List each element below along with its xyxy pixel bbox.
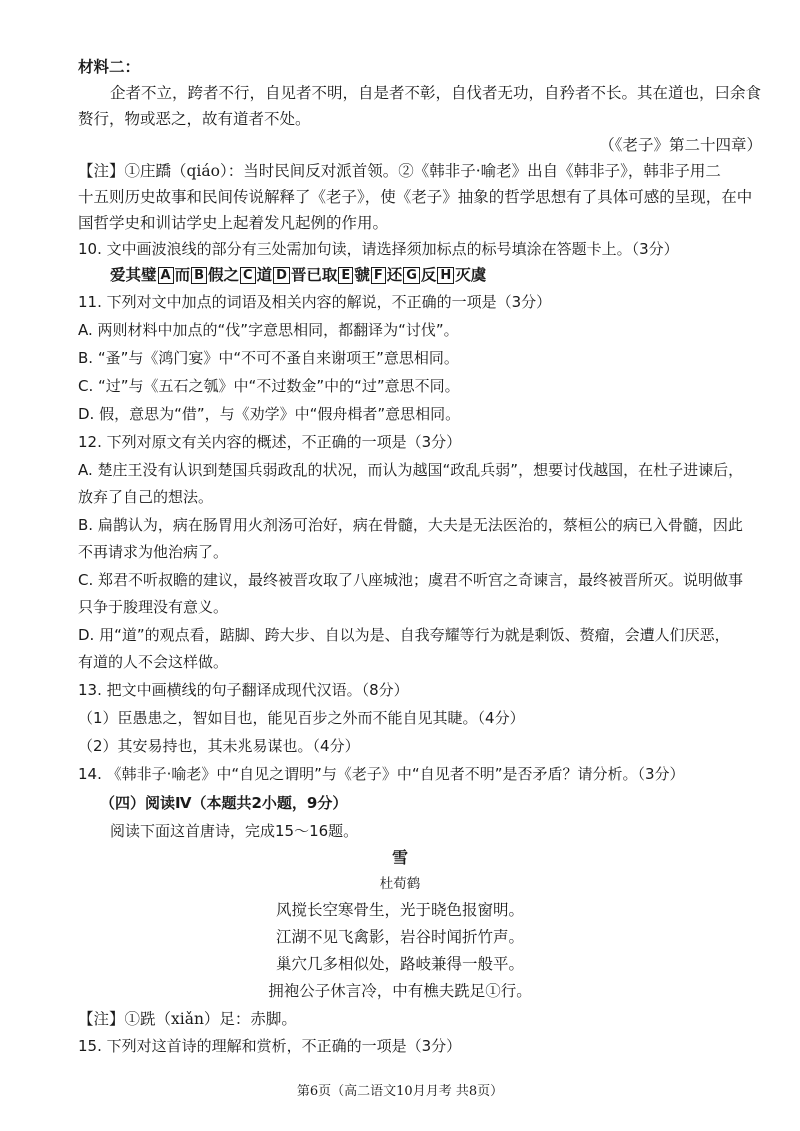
q10-box-e: E bbox=[338, 267, 353, 284]
q11-option-a: A. 两则材料中加点的“伐”字意思相同，都翻译为“讨伐”。 bbox=[78, 321, 459, 339]
q12-option-c-line1: C. 郑君不听叔瞻的建议，最终被晋攻取了八座城池；虞君不听宫之奇谏言，最终被晋所灭。说明做事 bbox=[78, 571, 744, 589]
note1-line2: 十五则历史故事和民间传说解释了《老子》，使《老子》抽象的哲学思想有了具体可感的呈现，在中 bbox=[78, 188, 753, 206]
poem-line-3: 巢穴几多相似处，路岐兼得一般平。 bbox=[275, 955, 524, 973]
question-15: 15. 下列对这首诗的理解和赏析，不正确的一项是（3分） bbox=[78, 1037, 462, 1055]
q10-seg-5: 虢 bbox=[354, 265, 370, 284]
q10-box-d: D bbox=[273, 267, 290, 284]
q10-box-b: B bbox=[191, 267, 207, 284]
question-14: 14. 《韩非子·喻老》中“自见之谓明”与《老子》中“自见者不明”是否矛盾？请分析。（3分） bbox=[78, 765, 685, 783]
q13-sentence-1: （1）臣愚患之，智如目也，能见百步之外而不能自见其睫。（4分） bbox=[78, 709, 525, 727]
note1-line1: 【注】①庄蹻（qiáo）：当时民间反对派首领。②《韩非子·喻老》出自《韩非子》，韩非子用二 bbox=[78, 162, 721, 180]
q12-option-b-line1: B. 扁鹊认为，病在肠胃用火剂汤可治好，病在骨髓，大夫是无法医治的，蔡桓公的病已入骨髓，因此 bbox=[78, 516, 743, 534]
q12-option-a-line1: A. 楚庄王没有认识到楚国兵弱政乱的状况，而认为越国“政乱兵弱”，想要讨伐越国，在杜子进谏后， bbox=[78, 461, 744, 479]
q10-seg-7: 反 bbox=[420, 265, 437, 284]
question-13: 13. 把文中画横线的句子翻译成现代汉语。（8分） bbox=[78, 681, 409, 699]
question-12: 12. 下列对原文有关内容的概述，不正确的一项是（3分） bbox=[78, 433, 462, 451]
material2-source: （《老子》第二十四章） bbox=[599, 136, 762, 154]
poem-line-2: 江湖不见飞禽影，岩谷时闻折竹声。 bbox=[275, 928, 524, 946]
poem-line-4: 拥袍公子休言冷，中有樵夫跣足①行。 bbox=[268, 982, 532, 1000]
poem-line-1: 风搅长空寒骨生，光于晓色报窗明。 bbox=[275, 901, 524, 919]
q10-seg-2: 假之 bbox=[208, 265, 240, 284]
q10-box-f: F bbox=[371, 267, 386, 284]
material2-heading: 材料二： bbox=[78, 57, 141, 76]
q10-seg-6: 还 bbox=[386, 265, 403, 284]
poem-title: 雪 bbox=[391, 848, 408, 867]
q10-seg-1: 而 bbox=[174, 265, 191, 284]
q12-option-c-line2: 只争于朘理没有意义。 bbox=[78, 598, 229, 616]
q13-sentence-2: （2）其安易持也，其未兆易谋也。（4分） bbox=[78, 737, 360, 755]
q11-option-d: D. 假，意思为“借”，与《劝学》中“假舟楫者”意思相同。 bbox=[78, 405, 461, 423]
q11-option-b: B. “蚤”与《鸿门宴》中“不可不蚤自来谢项王”意思相同。 bbox=[78, 349, 459, 367]
q12-option-d-line1: D. 用“道”的观点看，踮脚、跨大步、自以为是、自我夸耀等行为就是剩饭、赘瘤，会遭人们厌恶， bbox=[78, 626, 730, 644]
q12-option-b-line2: 不再请求为他治病了。 bbox=[78, 543, 229, 561]
q12-option-a-line2: 放弃了自己的想法。 bbox=[78, 488, 214, 506]
q10-punctuation-options bbox=[110, 264, 762, 286]
note2: 【注】①跣（xiǎn）足：赤脚。 bbox=[78, 1010, 297, 1028]
q10-seg-8: 灭虞 bbox=[455, 265, 487, 284]
q10-box-a: A bbox=[158, 267, 174, 284]
material2-line1: 企者不立，跨者不行，自见者不明，自是者不彰，自伐者无功，自矜者不长。其在道也，曰余食 bbox=[110, 84, 762, 102]
poem-author: 杜荀鹤 bbox=[379, 876, 421, 892]
section-4-heading: （四）阅读Ⅳ（本题共2小题，9分） bbox=[100, 794, 348, 812]
question-10: 10. 文中画波浪线的部分有三处需加句读，请选择须加标点的标号填涂在答题卡上。（3分） bbox=[78, 240, 679, 258]
q12-option-d-line2: 有道的人不会这样做。 bbox=[78, 653, 229, 671]
q10-box-h: H bbox=[437, 267, 454, 284]
q10-seg-4: 晋已取 bbox=[290, 265, 338, 284]
question-11: 11. 下列对文中加点的词语及相关内容的解说，不正确的一项是（3分） bbox=[78, 293, 552, 311]
q10-seg-0: 爱其璧 bbox=[110, 265, 157, 284]
section-4-intro: 阅读下面这首唐诗，完成15～16题。 bbox=[110, 822, 359, 840]
q10-box-g: G bbox=[403, 267, 420, 284]
page-footer: 第6页（高二语文10月月考 共8页） bbox=[296, 1084, 504, 1099]
q11-option-c: C. “过”与《五石之瓠》中“不过数金”中的“过”意思不同。 bbox=[78, 377, 460, 395]
q10-seg-3: 道 bbox=[256, 265, 273, 284]
note1-line3: 国哲学史和训诂学史上起着发凡起例的作用。 bbox=[78, 214, 389, 232]
q10-box-c: C bbox=[240, 267, 256, 284]
material2-line2: 赘行，物或恶之，故有道者不处。 bbox=[78, 110, 311, 128]
